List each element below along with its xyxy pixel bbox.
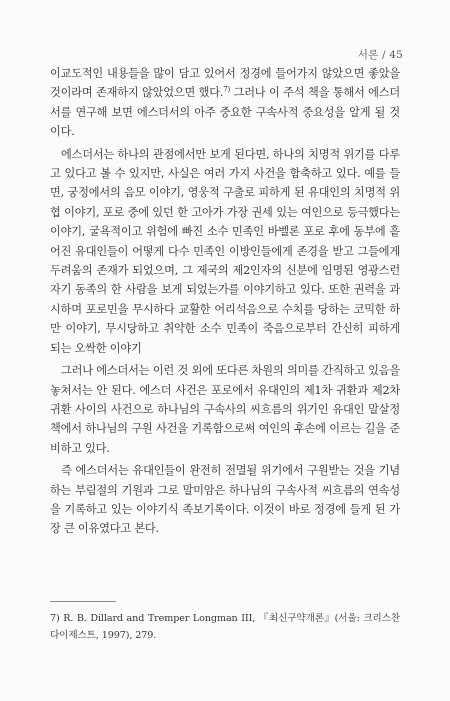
footnote: 7) R. B. Dillard and Tremper Longman III, 『최신구약개론』(서울: 크리스찬다이제스트, 1997), 279. xyxy=(50,613,400,641)
running-head: 서론 / 45 xyxy=(357,49,403,61)
footnote-divider xyxy=(50,601,116,602)
paragraph-1 xyxy=(50,64,400,142)
paragraph-4: 즉 에스더서는 유대인들이 완전히 전멸될 위기에서 구원받는 것을 기념하는 부림절의 기원과 그로 말미암은 하나님의 구속사적 씨흐름의 연속성을 기록하고 있는 이야기식 족보기록이다. 이것이 바로 정경에 들게 된 가장 큰 이유였다고 본다. xyxy=(50,464,400,536)
paragraph-2: 에스더서는 하나의 관점에서만 보게 된다면, 하나의 치명적 위기를 다루고 있다고 볼 수 있지만, 사실은 여러 가지 사건을 함축하고 있다. 예를 들면, 궁정에서의 음모 이야기, 영웅적 구출로 피하게 된 유대인의 치명적 위협 이야기, 포로 중에 있던 한 고아가 가장 권세 있는 여인으로 등극했다는 이야기, 굴욕적이고 위험에 빠진 소수 민족인 바벨론 포로 후에 동부에 흩어진 유대인들이 어떻게 다수 민족인 이방인들에게 존경을 받고 그들에게 두려움의 존재가 되었으며, 그 제국의 제2인자의 신분에 임명된 영광스런 자기 동족의 한 사람을 보게 되었는가를 이야기하고 있다. 또한 권력을 과시하며 포로민을 무시하다 교활한 어리석음으로 수치를 당하는 코믹한 하만 이야기, 무시당하고 취약한 소수 민족이 죽음으로부터 간신히 피하게 되는 오싹한 이야기 xyxy=(50,147,400,355)
paragraph-1-text: 이교도적인 내용들을 많이 담고 있어서 정경에 들어가지 않았으면 좋았을 것이라며 존재하지 않았었으면 했다. xyxy=(50,67,400,100)
footnote-reference: 7) xyxy=(223,85,231,94)
paragraph-3: 그러나 에스더서는 이런 것 외에 또다른 차원의 의미를 간직하고 있음을 놓쳐서는 안 된다. 에스더 사건은 포로에서 유대인의 제1차 귀환과 제2차 귀환 사이의 사건으로 하나님의 구속사의 씨흐름의 위기인 유대인 말살정책에서 하나님의 구원 사건을 기록함으로써 여인의 후손에 이르는 길을 준비하고 있다. xyxy=(50,364,400,455)
body-text xyxy=(50,64,400,539)
paragraph-1-continuation: 그러나 이 주석 책을 통해서 에스더서를 연구해 보면 에스더서의 아주 중요한 구속사적 중요성을 알게 될 것이다. xyxy=(50,86,400,139)
